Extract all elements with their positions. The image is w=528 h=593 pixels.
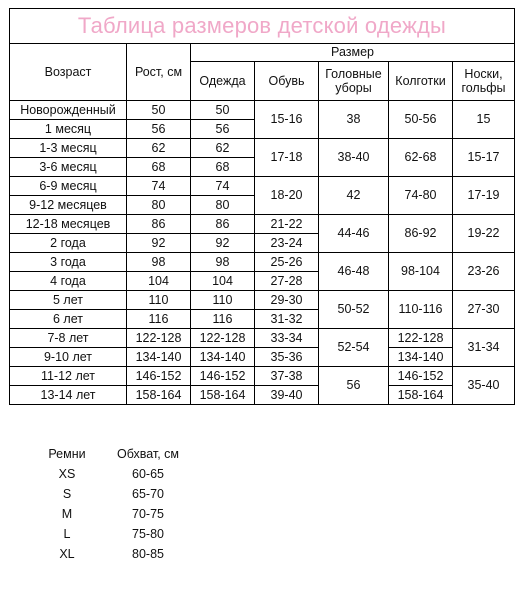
shoes-cell: 15-16 [255,101,319,139]
age-cell: 6 лет [10,310,127,329]
belt-girth: 75-80 [132,527,164,541]
height-cell: 86 [127,215,191,234]
hats-cell: 38 [319,101,389,139]
belt-girth: 70-75 [132,507,164,521]
height-cell: 158-164 [127,386,191,405]
tights-cell: 110-116 [389,291,453,329]
age-cell: Новорожденный [10,101,127,120]
shoes-cell: 39-40 [255,386,319,405]
height-cell: 68 [127,158,191,177]
hats-cell: 46-48 [319,253,389,291]
belts-header-label: Ремни [48,447,86,461]
socks-cell: 35-40 [453,367,515,405]
height-cell: 110 [127,291,191,310]
table-title: Таблица размеров детской одежды [10,9,515,44]
clothes-cell: 74 [191,177,255,196]
belt-size: S [62,487,72,501]
clothes-cell: 122-128 [191,329,255,348]
socks-cell: 15 [453,101,515,139]
table-row [10,139,515,158]
shoes-cell: 23-24 [255,234,319,253]
clothes-header: Одежда [191,62,255,101]
tights-cell: 158-164 [389,386,453,405]
table-row [10,253,515,272]
shoes-cell: 18-20 [255,177,319,215]
clothes-cell: 134-140 [191,348,255,367]
shoes-cell: 37-38 [255,367,319,386]
socks-cell: 27-30 [453,291,515,329]
shoes-cell: 33-34 [255,329,319,348]
socks-cell: 23-26 [453,253,515,291]
table-row [10,348,515,367]
tights-cell: 146-152 [389,367,453,386]
height-cell: 104 [127,272,191,291]
belt-size: L [63,527,71,541]
tights-cell: 86-92 [389,215,453,253]
shoes-cell: 25-26 [255,253,319,272]
shoes-cell: 21-22 [255,215,319,234]
hats-cell: 50-52 [319,291,389,329]
height-cell: 98 [127,253,191,272]
clothes-cell: 104 [191,272,255,291]
socks-cell: 17-19 [453,177,515,215]
clothes-cell: 158-164 [191,386,255,405]
tights-cell: 50-56 [389,101,453,139]
clothes-cell: 80 [191,196,255,215]
clothes-cell: 62 [191,139,255,158]
table-row [10,291,515,310]
age-cell: 11-12 лет [10,367,127,386]
table-row [10,215,515,234]
tights-cell: 74-80 [389,177,453,215]
hats-cell: 52-54 [319,329,389,367]
socks-cell: 19-22 [453,215,515,253]
socks-cell: 31-34 [453,329,515,367]
tights-cell: 122-128 [389,329,453,348]
belt-girth: 80-85 [132,547,164,561]
tights-cell: 98-104 [389,253,453,291]
shoes-cell: 27-28 [255,272,319,291]
age-cell: 5 лет [10,291,127,310]
belts-header-value: Обхват, см [116,447,180,461]
belt-size: XS [58,467,76,481]
clothes-cell: 92 [191,234,255,253]
belts-row [26,544,188,564]
belts-table [26,444,188,564]
size-header: Размер [191,44,515,62]
hats-cell: 44-46 [319,215,389,253]
height-cell: 134-140 [127,348,191,367]
height-cell: 50 [127,101,191,120]
belts-header-row [26,444,188,464]
clothes-cell: 116 [191,310,255,329]
clothes-cell: 86 [191,215,255,234]
age-cell: 12-18 месяцев [10,215,127,234]
hats-header: Головные уборы [319,62,389,101]
table-row [10,101,515,120]
height-cell: 146-152 [127,367,191,386]
table-row [10,329,515,348]
tights-header: Колготки [389,62,453,101]
age-cell: 3 года [10,253,127,272]
clothes-cell: 50 [191,101,255,120]
size-chart-table [9,8,515,405]
shoes-cell: 29-30 [255,291,319,310]
age-cell: 3-6 месяц [10,158,127,177]
clothes-cell: 56 [191,120,255,139]
tights-cell: 62-68 [389,139,453,177]
age-cell: 1 месяц [10,120,127,139]
age-cell: 4 года [10,272,127,291]
height-cell: 92 [127,234,191,253]
hats-cell: 42 [319,177,389,215]
age-cell: 13-14 лет [10,386,127,405]
height-cell: 116 [127,310,191,329]
shoes-header: Обувь [255,62,319,101]
table-row [10,177,515,196]
age-cell: 1-3 месяц [10,139,127,158]
height-cell: 74 [127,177,191,196]
shoes-cell: 31-32 [255,310,319,329]
socks-header: Носки, гольфы [453,62,515,101]
shoes-cell: 17-18 [255,139,319,177]
table-row [10,386,515,405]
hats-cell: 56 [319,367,389,405]
shoes-cell: 35-36 [255,348,319,367]
age-cell: 9-10 лет [10,348,127,367]
belts-row [26,464,188,484]
clothes-cell: 68 [191,158,255,177]
belt-size: M [61,507,73,521]
socks-cell: 15-17 [453,139,515,177]
height-cell: 122-128 [127,329,191,348]
clothes-cell: 146-152 [191,367,255,386]
hats-cell: 38-40 [319,139,389,177]
height-cell: 80 [127,196,191,215]
belt-size: XL [59,547,75,561]
belt-girth: 60-65 [132,467,164,481]
age-cell: 7-8 лет [10,329,127,348]
age-header: Возраст [10,44,127,101]
table-row [10,367,515,386]
height-cell: 56 [127,120,191,139]
tights-cell: 134-140 [389,348,453,367]
age-cell: 2 года [10,234,127,253]
height-cell: 62 [127,139,191,158]
belts-row [26,504,188,524]
height-header: Рост, см [127,44,191,101]
clothes-cell: 110 [191,291,255,310]
clothes-cell: 98 [191,253,255,272]
age-cell: 6-9 месяц [10,177,127,196]
age-cell: 9-12 месяцев [10,196,127,215]
belts-row [26,484,188,504]
belts-row [26,524,188,544]
belt-girth: 65-70 [132,487,164,501]
